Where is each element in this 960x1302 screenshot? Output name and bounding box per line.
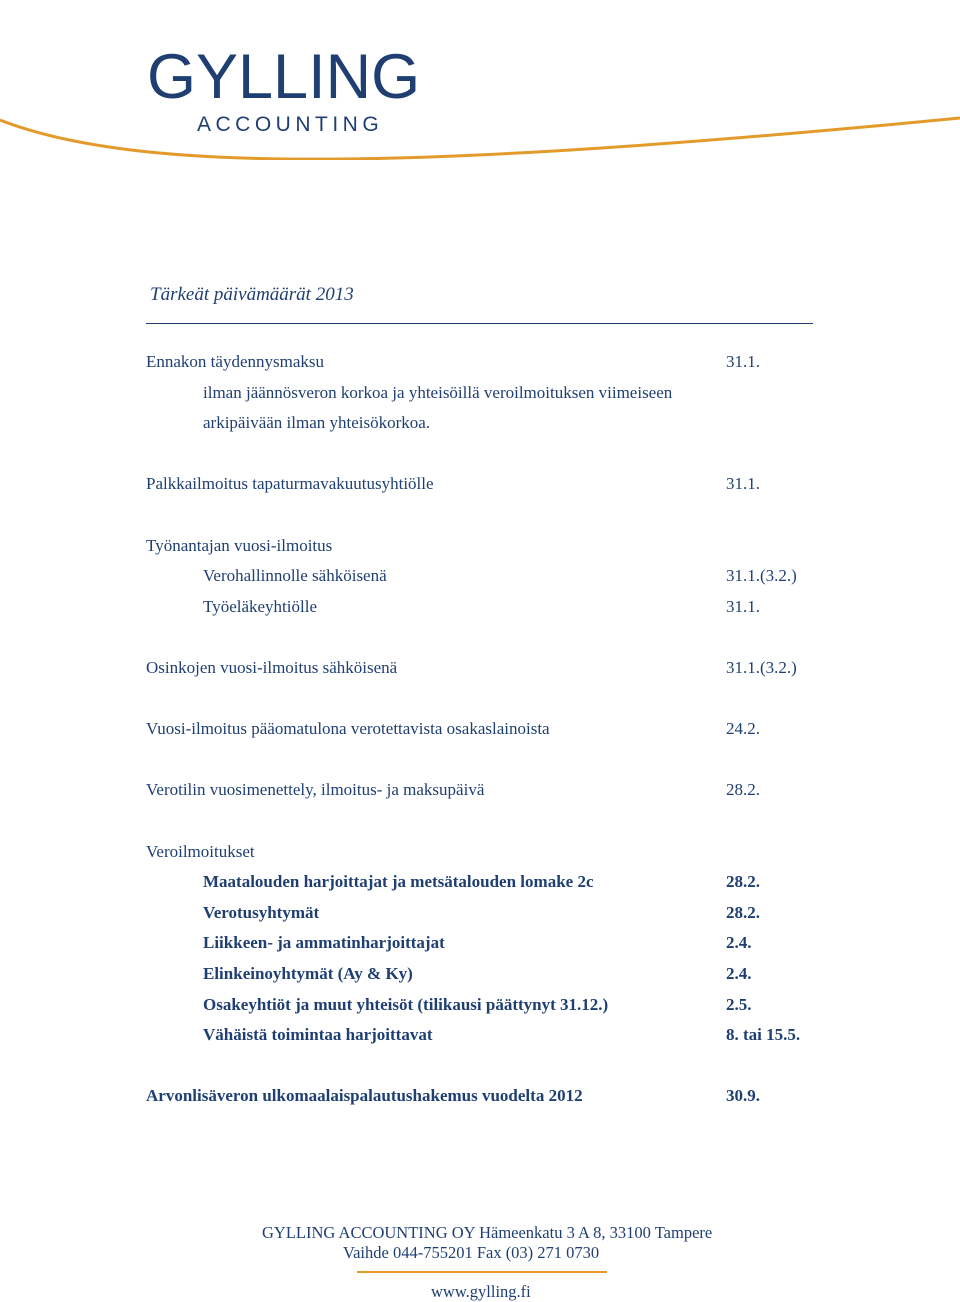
- veroilmoitus-row-label: Osakeyhtiöt ja muut yhteisöt (tilikausi päättynyt 31.12.): [203, 995, 609, 1014]
- logo-swoosh: [0, 0, 960, 160]
- verohallinto-label: Verohallinnolle sähköisenä: [203, 566, 387, 585]
- veroilmoitus-row-date: 2.4.: [726, 964, 752, 983]
- verohallinto-date: 31.1.(3.2.): [726, 566, 797, 585]
- palkkailmoitus-label: Palkkailmoitus tapaturmavakuutusyhtiölle: [146, 474, 434, 493]
- osinko-label: Osinkojen vuosi-ilmoitus sähköisenä: [146, 658, 398, 677]
- paaomatulo-date: 24.2.: [726, 719, 760, 738]
- ennakko-note-line1: ilman jäännösveron korkoa ja yhteisöillä veroilmoituksen viimeiseen: [203, 383, 673, 402]
- verotili-label: Verotilin vuosimenettely, ilmoitus- ja maksupäivä: [146, 780, 485, 799]
- veroilmoitus-row-label: Elinkeinoyhtymät (Ay & Ky): [203, 964, 413, 983]
- paaomatulo-label: Vuosi-ilmoitus pääomatulona verotettavista osakaslainoista: [146, 719, 550, 738]
- arvonlisavero-label: Arvonlisäveron ulkomaalaispalautushakemus vuodelta 2012: [146, 1086, 583, 1105]
- veroilmoitus-row-date: 28.2.: [726, 872, 760, 891]
- tyoelake-date: 31.1.: [726, 597, 760, 616]
- veroilmoitukset-title: Veroilmoitukset: [146, 842, 255, 861]
- heading-underline: [146, 323, 813, 324]
- veroilmoitus-row-date: 2.4.: [726, 933, 752, 952]
- ennakko-date: 31.1.: [726, 352, 760, 371]
- veroilmoitus-row-date: 8. tai 15.5.: [726, 1025, 801, 1044]
- ennakko-note-line2: arkipäivään ilman yhteisökorkoa.: [203, 413, 431, 432]
- arvonlisavero-date: 30.9.: [726, 1086, 760, 1105]
- veroilmoitus-row-date: 2.5.: [726, 995, 752, 1014]
- palkkailmoitus-date: 31.1.: [726, 474, 760, 493]
- footer-phone-fax: Vaihde 044-755201 Fax (03) 271 0730: [343, 1243, 600, 1262]
- tyoelake-label: Työeläkeyhtiölle: [203, 597, 317, 616]
- veroilmoitus-row-label: Vähäistä toimintaa harjoittavat: [203, 1025, 433, 1044]
- company-logo: [0, 0, 960, 160]
- veroilmoitus-row-label: Liikkeen- ja ammatinharjoittajat: [203, 933, 445, 952]
- footer-website-link[interactable]: www.gylling.fi: [431, 1282, 531, 1301]
- veroilmoitus-row-label: Verotusyhtymät: [203, 903, 320, 922]
- logo-subtitle: ACCOUNTING: [197, 113, 384, 136]
- footer-divider: [357, 1271, 607, 1273]
- ennakko-label: Ennakon täydennysmaksu: [146, 352, 324, 371]
- veroilmoitus-row-label: Maatalouden harjoittajat ja metsätalouden lomake 2c: [203, 872, 594, 891]
- tyonantaja-label: Työnantajan vuosi-ilmoitus: [146, 536, 333, 555]
- footer-company-address: GYLLING ACCOUNTING OY Hämeenkatu 3 A 8, 33100 Tampere: [262, 1223, 713, 1242]
- logo-name: GYLLING: [147, 42, 421, 112]
- osinko-date: 31.1.(3.2.): [726, 658, 797, 677]
- verotili-date: 28.2.: [726, 780, 760, 799]
- page-title: Tärkeät päivämäärät 2013: [150, 284, 354, 305]
- veroilmoitus-row-date: 28.2.: [726, 903, 760, 922]
